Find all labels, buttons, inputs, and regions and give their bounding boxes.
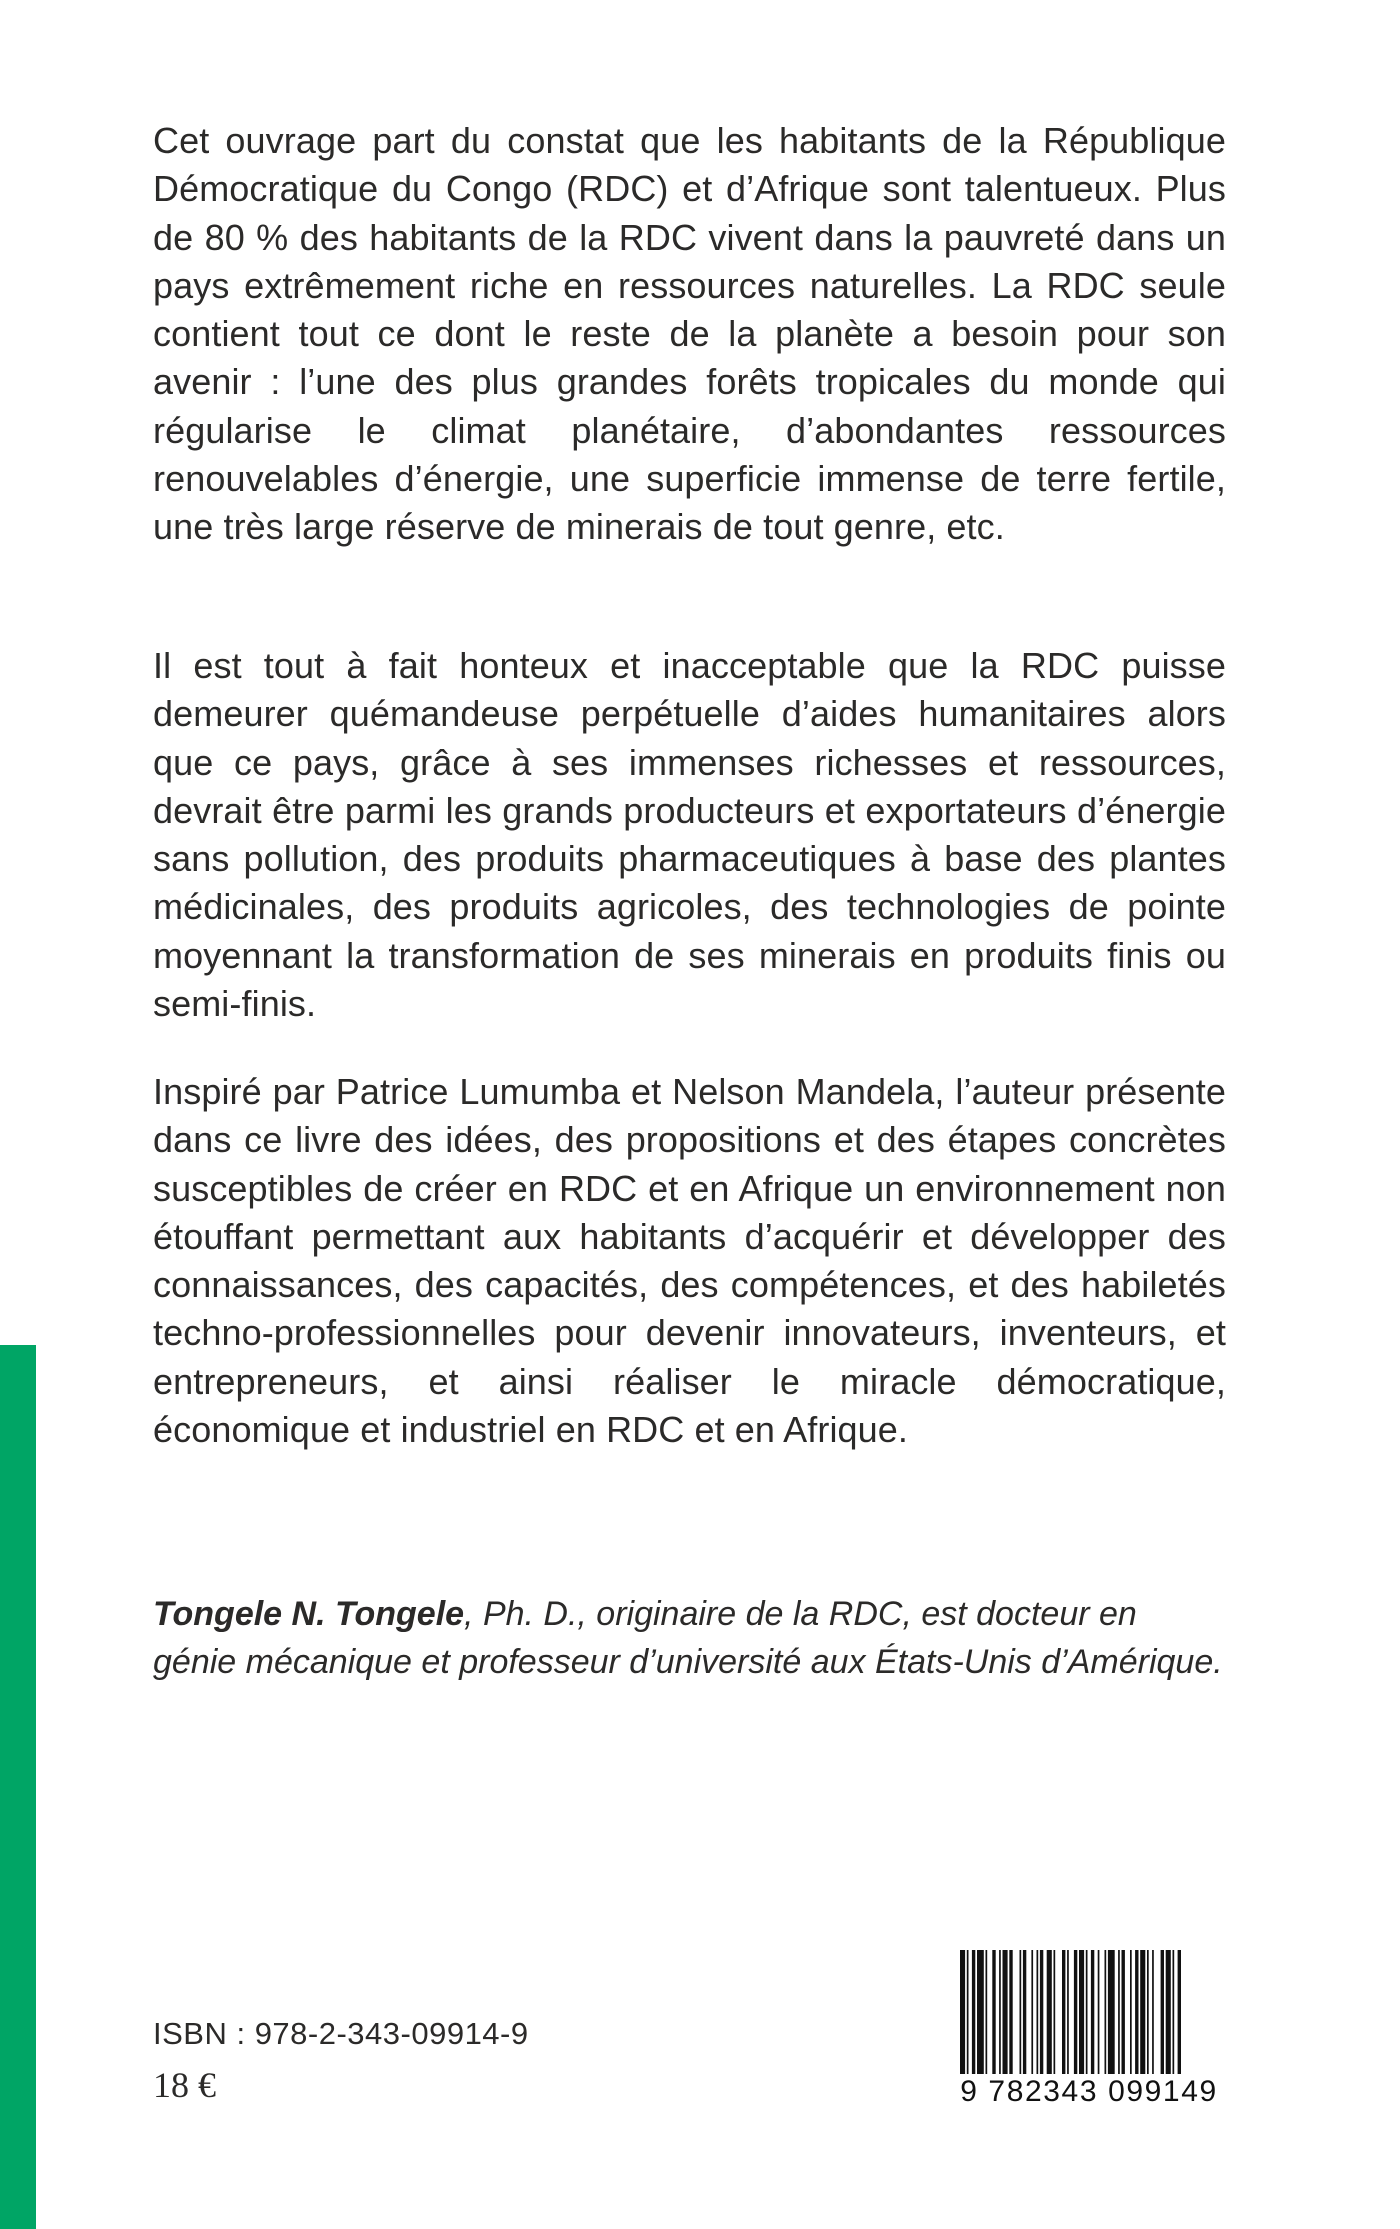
author-name: Tongele N. Tongele <box>153 1595 465 1633</box>
author-bio-text: , Ph. D., originaire de la RDC, est docteur en génie mécanique et professeur d’université aux États-Unis d’Amérique. <box>153 1595 1223 1681</box>
summary-paragraph-3: Inspiré par Patrice Lumumba et Nelson Mandela, l’auteur présente dans ce livre des idées, des propositions et des étapes concrètes susceptibles de créer en RDC et en Afrique un environnement non étouffant permettant aux habitants d’acquérir et développer des connaissances, des capacités, des compétences, et des habiletés techno-professionnelles pour devenir innovateurs, inventeurs, et entrepreneurs, et ainsi réaliser le miracle démocratique, économique et industriel en RDC et en Afrique. <box>153 1071 1226 1451</box>
barcode <box>958 1950 1220 2110</box>
price-label: 18 € <box>153 2065 216 2105</box>
summary-paragraph-2: Il est tout à fait honteux et inacceptable que la RDC puisse demeurer quémandeuse perpétuelle d’aides humanitaires alors que ce pays, grâce à ses immenses richesses et ressources, devrait être parmi les grands producteurs et exportateurs d’énergie sans pollution, des produits pharmaceutiques à base des plantes médicinales, des produits agricoles, des technologies de pointe moyennant la transformation de ses minerais en produits finis ou semi-finis. <box>153 645 1226 1025</box>
barcode-number: 9 782343 099149 <box>958 2074 1220 2110</box>
isbn-label: ISBN : 978-2-343-09914-9 <box>153 2016 529 2051</box>
summary-paragraph-1: Cet ouvrage part du constat que les habitants de la République Démocratique du Congo (RDC) et d’Afrique sont talentueux. Plus de 80 % des habitants de la RDC vivent dans la pauvreté dans un pays extrêmement riche en ressources naturelles. La RDC seule contient tout ce dont le reste de la planète a besoin pour son avenir : l’une des plus grandes forêts tropicales du monde qui régularise le climat planétaire, d’abondantes ressources renouvelables d’énergie, une superficie immense de terre fertile, une très large réserve de minerais de tout genre, etc. <box>153 120 1226 548</box>
green-side-band <box>0 1345 36 2229</box>
author-bio <box>153 1590 1226 1686</box>
